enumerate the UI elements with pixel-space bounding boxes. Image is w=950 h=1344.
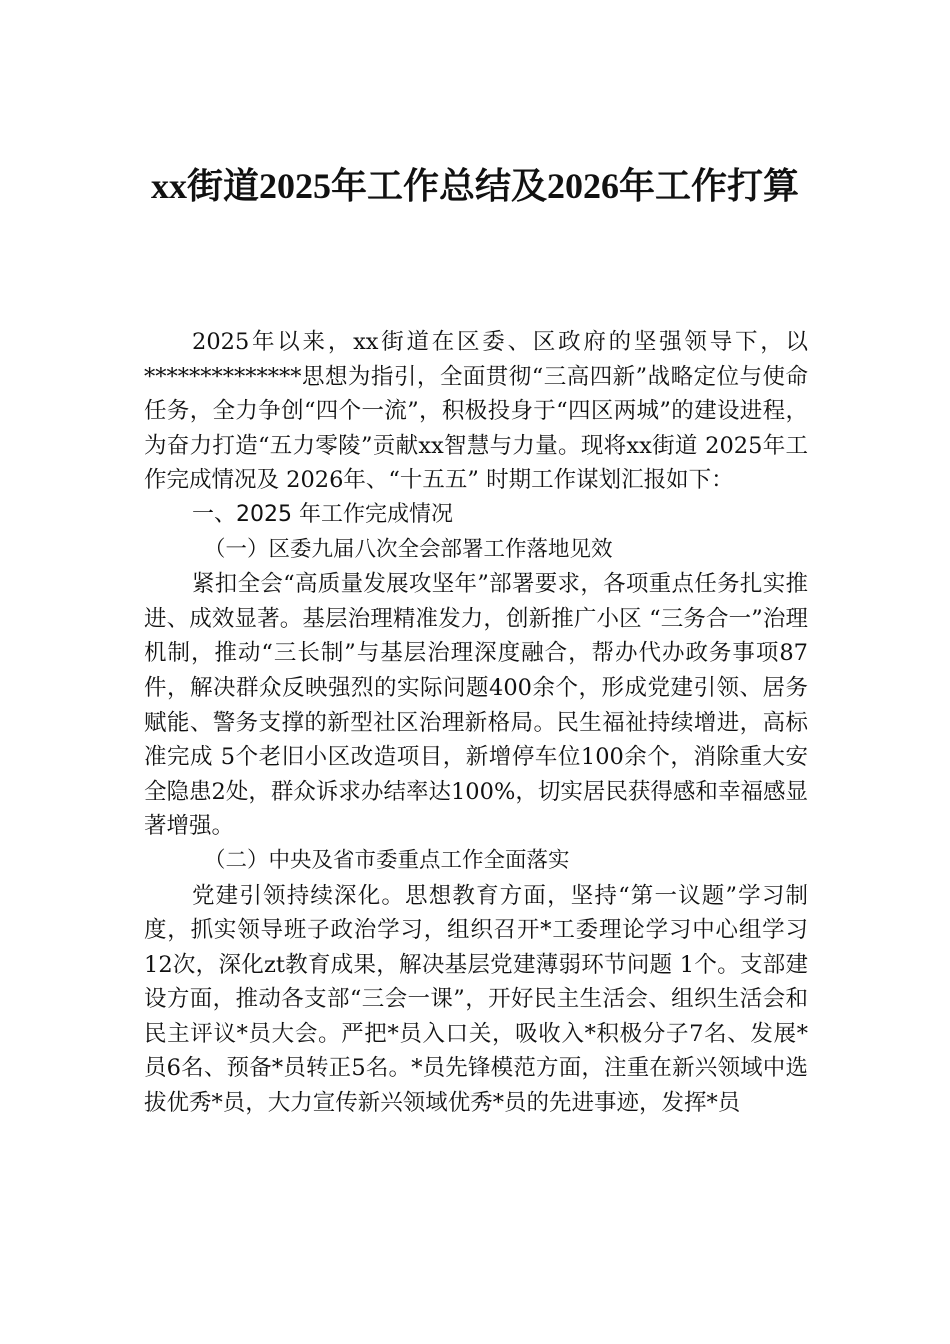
intro-paragraph: 2025年以来，xx街道在区委、区政府的坚强领导下，以**************思想为指引，全面贯彻“三高四新”战略定位与使命任务，全力争创“四个一流”，积极投身于“四区两城”的建设进程，为奋力打造“五力零陵”贡献xx智慧与力量。现将xx街道 2025年工作完成情况及 2026年、“十五五” 时期工作谋划汇报如下： [144,329,808,494]
document-body [144,325,808,1121]
subsection-body-1: 紧扣全会“高质量发展攻坚年”部署要求，各项重点任务扎实推进、成效显著。基层治理精准发力，创新推广小区 “三务合一”治理机制，推动“三长制”与基层治理深度融合，帮办代办政务事项87件，解决群众反映强烈的实际问题400余个，形成党建引领、居务赋能、警务支撑的新型社区治理新格局。民生福祉持续增进，高标准完成 5个老旧小区改造项目，新增停车位100余个，消除重大安全隐患2处，群众诉求办结率达100%，切实居民获得感和幸福感显著增强。 [144,571,808,840]
subsection-heading-1: （一）区委九届八次全会部署工作落地见效 [204,536,613,562]
section-heading: 一、2025 年工作完成情况 [192,501,453,527]
subsection-body-2: 党建引领持续深化。思想教育方面，坚持“第一议题”学习制度，抓实领导班子政治学习，组织召开*工委理论学习中心组学习12次，深化zt教育成果，解决基层党建薄弱环节问题 1个。支部建设方面，推动各支部“三会一课”，开好民主生活会、组织生活会和民主评议*员大会。严把*员入口关，吸收入*积极分子7名、发展*员6名、预备*员转正5名。*员先锋模范方面，注重在新兴领域中选拔优秀*员，大力宣传新兴领域优秀*员的先进事迹，发挥*员 [144,882,808,1117]
document-title: xx街道2025年工作总结及2026年工作打算 [150,166,799,206]
subsection-heading-2: （二）中央及省市委重点工作全面落实 [204,847,570,873]
